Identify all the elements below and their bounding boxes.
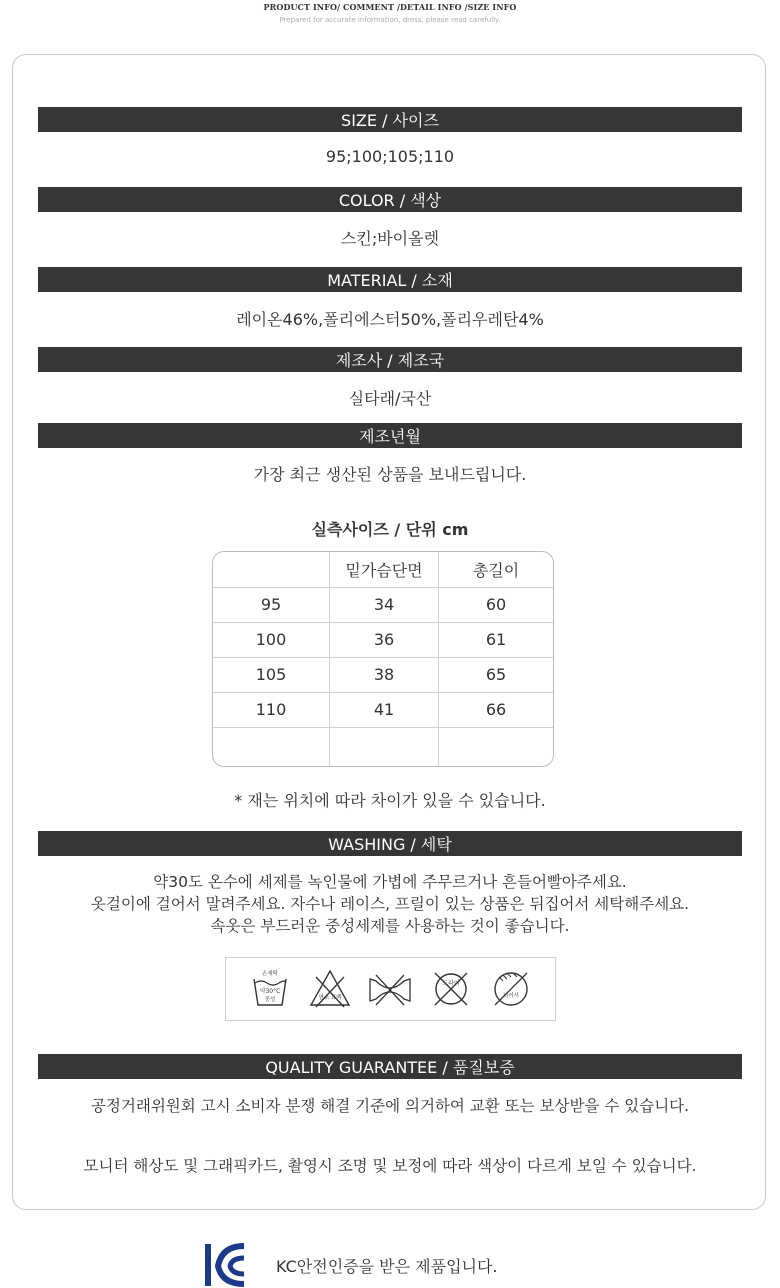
kc-logo-icon <box>204 1242 250 1288</box>
quality-line-1: 공정거래위원회 고시 소비자 분쟁 해결 기준에 의거하여 교환 또는 보상받을 수 있습니다. <box>90 1097 690 1115</box>
info-nav: PRODUCT INFO/ COMMENT /DETAIL INFO /SIZE INFO <box>263 2 517 12</box>
table-cell <box>213 727 330 766</box>
maker-value: 실타래/국산 <box>348 389 432 408</box>
table-header-cell: 총길이 <box>439 552 554 587</box>
size-table <box>212 551 554 767</box>
no-dryclean-label: 드라이 <box>441 980 460 987</box>
no-tumble-dry-label: 뉘어서 <box>502 993 519 999</box>
hand-wash-label-neutral: 중성 <box>264 997 276 1003</box>
date-section-title: 제조년월 <box>38 423 742 448</box>
date-value: 가장 최근 생산된 상품을 보내드립니다. <box>253 465 527 484</box>
color-value: 스킨;바이올렛 <box>340 229 440 248</box>
washing-line-1: 약30도 온수에 세제를 녹인물에 가볍에 주무르거나 흔들어빨아주세요. <box>153 873 627 891</box>
hand-wash-label-temp: 약30°C <box>259 988 281 995</box>
maker-section-title: 제조사 / 제조국 <box>38 347 742 372</box>
table-cell: 61 <box>439 622 554 657</box>
no-tumble-dry-icon <box>489 967 533 1011</box>
table-row <box>213 622 553 657</box>
table-cell: 66 <box>439 692 554 727</box>
color-section-title: COLOR / 색상 <box>38 187 742 212</box>
no-wring-icon <box>368 967 412 1011</box>
material-section-title: MATERIAL / 소재 <box>38 267 742 292</box>
table-row <box>213 657 553 692</box>
quality-section-title: QUALITY GUARANTEE / 품질보증 <box>38 1054 742 1079</box>
table-cell: 95 <box>213 587 330 622</box>
washing-line-3: 속옷은 부드러운 중성세제를 사용하는 것이 좋습니다. <box>210 917 570 935</box>
care-symbols <box>225 957 556 1021</box>
size-section-title: SIZE / 사이즈 <box>38 107 742 132</box>
table-row <box>213 587 553 622</box>
table-cell: 105 <box>213 657 330 692</box>
table-cell: 110 <box>213 692 330 727</box>
hand-wash-label-top: 손세탁 <box>262 971 279 977</box>
measure-note: * 재는 위치에 따라 차이가 있을 수 있습니다. <box>234 791 546 810</box>
table-cell: 100 <box>213 622 330 657</box>
hand-wash-icon <box>248 967 292 1011</box>
material-value: 레이온46%,폴리에스터50%,폴리우레탄4% <box>236 310 544 329</box>
no-bleach-icon <box>308 967 352 1011</box>
size-value: 95;100;105;110 <box>325 147 455 166</box>
table-cell: 65 <box>439 657 554 692</box>
table-row-empty <box>213 727 553 766</box>
table-cell <box>330 727 439 766</box>
quality-line-2: 모니터 해상도 및 그래픽카드, 촬영시 조명 및 보정에 따라 색상이 다르게 보일 수 있습니다. <box>83 1157 697 1175</box>
table-cell: 41 <box>330 692 439 727</box>
table-cell <box>439 727 554 766</box>
table-cell: 38 <box>330 657 439 692</box>
no-dryclean-icon <box>429 967 473 1011</box>
kc-text: KC안전인증을 받은 제품입니다. <box>276 1257 498 1276</box>
table-cell: 36 <box>330 622 439 657</box>
table-cell: 60 <box>439 587 554 622</box>
kc-certification <box>204 1240 764 1280</box>
washing-line-2: 옷걸이에 걸어서 말려주세요. 자수나 레이스, 프릴이 있는 상품은 뒤집어서 세탁해주세요. <box>90 895 690 913</box>
table-cell: 34 <box>330 587 439 622</box>
page-header <box>0 0 780 24</box>
table-header-row <box>213 552 553 587</box>
washing-section-title: WASHING / 세탁 <box>38 831 742 856</box>
size-table-title: 실측사이즈 / 단위 cm <box>311 520 469 539</box>
table-row <box>213 692 553 727</box>
table-header-cell: 밑가슴단면 <box>330 552 439 587</box>
info-subtitle: Prepared for accurate information, dress, please read carefully. <box>279 16 501 24</box>
table-header-cell <box>213 552 330 587</box>
no-bleach-label: 염소 표백 <box>318 995 342 1001</box>
